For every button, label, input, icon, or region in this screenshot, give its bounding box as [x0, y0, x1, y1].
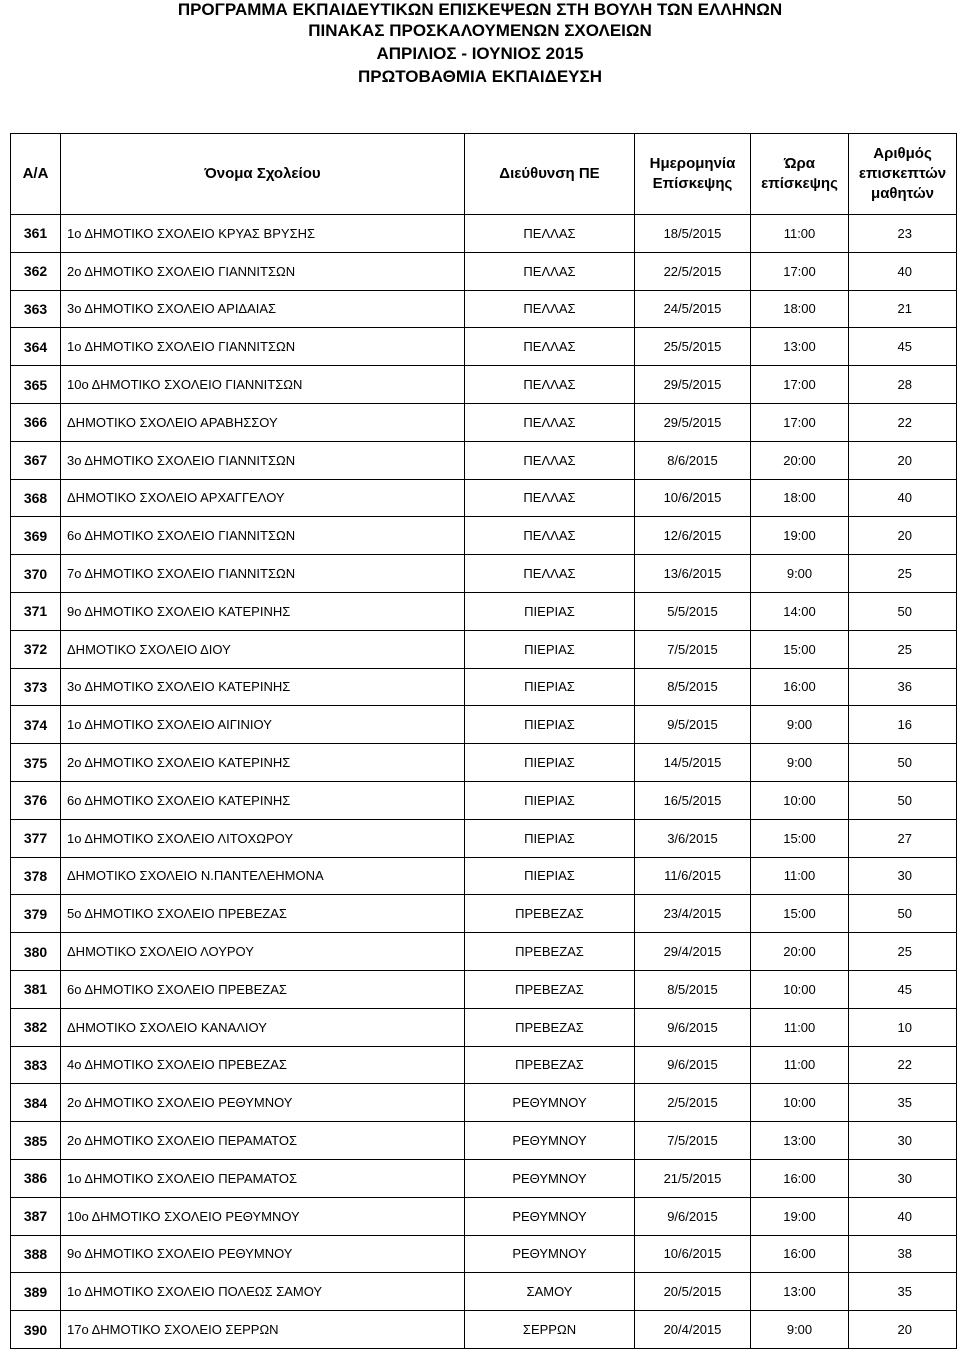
visit-time: 16:00: [751, 668, 849, 706]
col-header-students-line2: επισκεπτών: [858, 165, 947, 182]
school-name: ΔΗΜΟΤΙΚΟ ΣΧΟΛΕΙΟ Ν.ΠΑΝΤΕΛΕΗΜΟΝΑ: [61, 857, 465, 895]
period-title: ΑΠΡΙΛΙΟΣ - ΙΟΥΝΙΟΣ 2015: [376, 44, 584, 63]
visit-time: 9:00: [751, 744, 849, 782]
col-header-school-name: Όνομα Σχολείου: [61, 134, 465, 215]
visit-time: 17:00: [751, 403, 849, 441]
student-count: 20: [849, 441, 957, 479]
school-name: ΔΗΜΟΤΙΚΟ ΣΧΟΛΕΙΟ ΔΙΟΥ: [61, 630, 465, 668]
visit-date: 7/5/2015: [635, 630, 751, 668]
row-number: 380: [11, 933, 61, 971]
table-row: [11, 1197, 957, 1235]
visit-date: 8/6/2015: [635, 441, 751, 479]
student-count: 20: [849, 1311, 957, 1349]
table-row: [11, 215, 957, 253]
school-name: 9ο ΔΗΜΟΤΙΚΟ ΣΧΟΛΕΙΟ ΚΑΤΕΡΙΝΗΣ: [61, 592, 465, 630]
visit-time: 16:00: [751, 1235, 849, 1273]
table-row: [11, 1046, 957, 1084]
visit-time: 9:00: [751, 706, 849, 744]
student-count: 50: [849, 781, 957, 819]
visit-time: 20:00: [751, 441, 849, 479]
directorate: ΠΙΕΡΙΑΣ: [465, 592, 635, 630]
visit-time: 10:00: [751, 1084, 849, 1122]
visit-time: 9:00: [751, 1311, 849, 1349]
row-number: 361: [11, 215, 61, 253]
school-name: 2ο ΔΗΜΟΤΙΚΟ ΣΧΟΛΕΙΟ ΠΕΡΑΜΑΤΟΣ: [61, 1122, 465, 1160]
student-count: 21: [849, 290, 957, 328]
visit-date: 7/5/2015: [635, 1122, 751, 1160]
school-name: 2ο ΔΗΜΟΤΙΚΟ ΣΧΟΛΕΙΟ ΡΕΘΥΜΝΟΥ: [61, 1084, 465, 1122]
school-name: 1ο ΔΗΜΟΤΙΚΟ ΣΧΟΛΕΙΟ ΠΕΡΑΜΑΤΟΣ: [61, 1159, 465, 1197]
visit-date: 10/6/2015: [635, 479, 751, 517]
visit-time: 11:00: [751, 857, 849, 895]
row-number: 383: [11, 1046, 61, 1084]
visit-date: 22/5/2015: [635, 252, 751, 290]
student-count: 35: [849, 1084, 957, 1122]
visit-date: 24/5/2015: [635, 290, 751, 328]
student-count: 22: [849, 1046, 957, 1084]
col-header-student-count: [849, 134, 957, 215]
table-row: [11, 555, 957, 593]
visit-time: 15:00: [751, 819, 849, 857]
visit-time: 11:00: [751, 1008, 849, 1046]
directorate: ΠΙΕΡΙΑΣ: [465, 706, 635, 744]
table-row: [11, 1008, 957, 1046]
schools-table: [10, 133, 957, 1349]
row-number: 365: [11, 366, 61, 404]
student-count: 40: [849, 252, 957, 290]
school-name: ΔΗΜΟΤΙΚΟ ΣΧΟΛΕΙΟ ΑΡΧΑΓΓΕΛΟΥ: [61, 479, 465, 517]
directorate: ΠΕΛΛΑΣ: [465, 290, 635, 328]
directorate: ΠΙΕΡΙΑΣ: [465, 744, 635, 782]
table-row: [11, 517, 957, 555]
directorate: ΣΑΜΟΥ: [465, 1273, 635, 1311]
student-count: 50: [849, 744, 957, 782]
row-number: 379: [11, 895, 61, 933]
table-row: [11, 744, 957, 782]
visit-time: 14:00: [751, 592, 849, 630]
school-name: 5ο ΔΗΜΟΤΙΚΟ ΣΧΟΛΕΙΟ ΠΡΕΒΕΖΑΣ: [61, 895, 465, 933]
school-name: 3ο ΔΗΜΟΤΙΚΟ ΣΧΟΛΕΙΟ ΚΑΤΕΡΙΝΗΣ: [61, 668, 465, 706]
visit-date: 14/5/2015: [635, 744, 751, 782]
visit-time: 16:00: [751, 1159, 849, 1197]
table-row: [11, 933, 957, 971]
student-count: 25: [849, 630, 957, 668]
col-header-date-line2: Επίσκεψης: [652, 175, 733, 192]
table-row: [11, 819, 957, 857]
visit-date: 29/5/2015: [635, 403, 751, 441]
school-name: 2ο ΔΗΜΟΤΙΚΟ ΣΧΟΛΕΙΟ ΓΙΑΝΝΙΤΣΩΝ: [61, 252, 465, 290]
school-name: 1ο ΔΗΜΟΤΙΚΟ ΣΧΟΛΕΙΟ ΓΙΑΝΝΙΤΣΩΝ: [61, 328, 465, 366]
table-row: [11, 479, 957, 517]
directorate: ΠΕΛΛΑΣ: [465, 403, 635, 441]
directorate: ΠΕΛΛΑΣ: [465, 215, 635, 253]
school-name: 10ο ΔΗΜΟΤΙΚΟ ΣΧΟΛΕΙΟ ΓΙΑΝΝΙΤΣΩΝ: [61, 366, 465, 404]
visit-date: 12/6/2015: [635, 517, 751, 555]
school-name: 4ο ΔΗΜΟΤΙΚΟ ΣΧΟΛΕΙΟ ΠΡΕΒΕΖΑΣ: [61, 1046, 465, 1084]
visit-time: 13:00: [751, 1273, 849, 1311]
visit-time: 11:00: [751, 1046, 849, 1084]
school-name: 6ο ΔΗΜΟΤΙΚΟ ΣΧΟΛΕΙΟ ΚΑΤΕΡΙΝΗΣ: [61, 781, 465, 819]
table-row: [11, 1273, 957, 1311]
student-count: 50: [849, 895, 957, 933]
visit-time: 10:00: [751, 781, 849, 819]
col-header-date-line1: Ημερομηνία: [649, 155, 736, 172]
student-count: 20: [849, 517, 957, 555]
directorate: ΠΡΕΒΕΖΑΣ: [465, 970, 635, 1008]
visit-time: 19:00: [751, 1197, 849, 1235]
school-name: 2ο ΔΗΜΟΤΙΚΟ ΣΧΟΛΕΙΟ ΚΑΤΕΡΙΝΗΣ: [61, 744, 465, 782]
student-count: 25: [849, 555, 957, 593]
table-row: [11, 592, 957, 630]
visit-date: 10/6/2015: [635, 1235, 751, 1273]
row-number: 378: [11, 857, 61, 895]
table-row: [11, 668, 957, 706]
row-number: 372: [11, 630, 61, 668]
list-title: ΠΙΝΑΚΑΣ ΠΡΟΣΚΑΛΟΥΜΕΝΩΝ ΣΧΟΛΕΙΩΝ: [308, 21, 652, 40]
school-name: 3ο ΔΗΜΟΤΙΚΟ ΣΧΟΛΕΙΟ ΓΙΑΝΝΙΤΣΩΝ: [61, 441, 465, 479]
col-header-time-line1: Ώρα: [783, 155, 816, 172]
student-count: 16: [849, 706, 957, 744]
student-count: 38: [849, 1235, 957, 1273]
school-name: 7ο ΔΗΜΟΤΙΚΟ ΣΧΟΛΕΙΟ ΓΙΑΝΝΙΤΣΩΝ: [61, 555, 465, 593]
visit-date: 25/5/2015: [635, 328, 751, 366]
table-row: [11, 1084, 957, 1122]
student-count: 25: [849, 933, 957, 971]
directorate: ΠΕΛΛΑΣ: [465, 479, 635, 517]
student-count: 28: [849, 366, 957, 404]
directorate: ΠΕΛΛΑΣ: [465, 441, 635, 479]
directorate: ΠΙΕΡΙΑΣ: [465, 668, 635, 706]
visit-time: 17:00: [751, 366, 849, 404]
row-number: 381: [11, 970, 61, 1008]
table-row: [11, 441, 957, 479]
school-name: 1ο ΔΗΜΟΤΙΚΟ ΣΧΟΛΕΙΟ ΚΡΥΑΣ ΒΡΥΣΗΣ: [61, 215, 465, 253]
visit-time: 18:00: [751, 479, 849, 517]
visit-time: 10:00: [751, 970, 849, 1008]
directorate: ΠΡΕΒΕΖΑΣ: [465, 1008, 635, 1046]
visit-date: 16/5/2015: [635, 781, 751, 819]
level-title: ΠΡΩΤΟΒΑΘΜΙΑ ΕΚΠΑΙΔΕΥΣΗ: [357, 67, 603, 86]
student-count: 23: [849, 215, 957, 253]
table-row: [11, 630, 957, 668]
row-number: 366: [11, 403, 61, 441]
program-title: ΠΡΟΓΡΑΜΜΑ ΕΚΠΑΙΔΕΥΤΙΚΩΝ ΕΠΙΣΚΕΨΕΩΝ ΣΤΗ ΒΟΥΛΗ ΤΩΝ ΕΛΛΗΝΩΝ: [177, 0, 783, 19]
table-row: [11, 366, 957, 404]
visit-date: 29/4/2015: [635, 933, 751, 971]
student-count: 45: [849, 328, 957, 366]
col-header-students-line1: Αριθμός: [873, 145, 932, 162]
visit-date: 9/6/2015: [635, 1046, 751, 1084]
student-count: 36: [849, 668, 957, 706]
student-count: 45: [849, 970, 957, 1008]
student-count: 50: [849, 592, 957, 630]
school-name: ΔΗΜΟΤΙΚΟ ΣΧΟΛΕΙΟ ΑΡΑΒΗΣΣΟΥ: [61, 403, 465, 441]
row-number: 388: [11, 1235, 61, 1273]
school-name: 3ο ΔΗΜΟΤΙΚΟ ΣΧΟΛΕΙΟ ΑΡΙΔΑΙΑΣ: [61, 290, 465, 328]
visit-time: 19:00: [751, 517, 849, 555]
visit-date: 2/5/2015: [635, 1084, 751, 1122]
row-number: 375: [11, 744, 61, 782]
table-row: [11, 1235, 957, 1273]
row-number: 376: [11, 781, 61, 819]
table-row: [11, 895, 957, 933]
row-number: 385: [11, 1122, 61, 1160]
directorate: ΡΕΘΥΜΝΟΥ: [465, 1084, 635, 1122]
table-row: [11, 857, 957, 895]
visit-date: 9/6/2015: [635, 1197, 751, 1235]
col-header-students-line3: μαθητών: [871, 185, 934, 202]
directorate: ΠΕΛΛΑΣ: [465, 252, 635, 290]
row-number: 364: [11, 328, 61, 366]
visit-time: 20:00: [751, 933, 849, 971]
visit-time: 18:00: [751, 290, 849, 328]
col-header-aa: Α/Α: [11, 134, 61, 215]
directorate: ΠΙΕΡΙΑΣ: [465, 819, 635, 857]
row-number: 368: [11, 479, 61, 517]
table-header-row: [11, 134, 957, 215]
directorate: ΠΙΕΡΙΑΣ: [465, 857, 635, 895]
student-count: 35: [849, 1273, 957, 1311]
visit-date: 9/5/2015: [635, 706, 751, 744]
school-name: 10ο ΔΗΜΟΤΙΚΟ ΣΧΟΛΕΙΟ ΡΕΘΥΜΝΟΥ: [61, 1197, 465, 1235]
col-header-visit-time: [751, 134, 849, 215]
visit-date: 20/5/2015: [635, 1273, 751, 1311]
row-number: 370: [11, 555, 61, 593]
table-row: [11, 706, 957, 744]
row-number: 382: [11, 1008, 61, 1046]
visit-date: 21/5/2015: [635, 1159, 751, 1197]
table-row: [11, 290, 957, 328]
directorate: ΠΙΕΡΙΑΣ: [465, 781, 635, 819]
visit-date: 29/5/2015: [635, 366, 751, 404]
visit-time: 9:00: [751, 555, 849, 593]
school-name: 1ο ΔΗΜΟΤΙΚΟ ΣΧΟΛΕΙΟ ΛΙΤΟΧΩΡΟΥ: [61, 819, 465, 857]
row-number: 387: [11, 1197, 61, 1235]
directorate: ΠΕΛΛΑΣ: [465, 517, 635, 555]
school-name: 6ο ΔΗΜΟΤΙΚΟ ΣΧΟΛΕΙΟ ΠΡΕΒΕΖΑΣ: [61, 970, 465, 1008]
visit-date: 8/5/2015: [635, 668, 751, 706]
visit-date: 8/5/2015: [635, 970, 751, 1008]
row-number: 362: [11, 252, 61, 290]
row-number: 377: [11, 819, 61, 857]
directorate: ΠΕΛΛΑΣ: [465, 328, 635, 366]
row-number: 369: [11, 517, 61, 555]
visit-time: 13:00: [751, 1122, 849, 1160]
table-row: [11, 1122, 957, 1160]
table-row: [11, 252, 957, 290]
visit-date: 18/5/2015: [635, 215, 751, 253]
table-row: [11, 328, 957, 366]
visit-date: 11/6/2015: [635, 857, 751, 895]
row-number: 363: [11, 290, 61, 328]
directorate: ΡΕΘΥΜΝΟΥ: [465, 1235, 635, 1273]
directorate: ΠΙΕΡΙΑΣ: [465, 630, 635, 668]
visit-time: 15:00: [751, 630, 849, 668]
directorate: ΠΕΛΛΑΣ: [465, 555, 635, 593]
directorate: ΠΕΛΛΑΣ: [465, 366, 635, 404]
student-count: 40: [849, 479, 957, 517]
school-name: ΔΗΜΟΤΙΚΟ ΣΧΟΛΕΙΟ ΚΑΝΑΛΙΟΥ: [61, 1008, 465, 1046]
directorate: ΡΕΘΥΜΝΟΥ: [465, 1197, 635, 1235]
directorate: ΠΡΕΒΕΖΑΣ: [465, 933, 635, 971]
row-number: 390: [11, 1311, 61, 1349]
student-count: 40: [849, 1197, 957, 1235]
visit-time: 11:00: [751, 215, 849, 253]
visit-date: 20/4/2015: [635, 1311, 751, 1349]
visit-date: 9/6/2015: [635, 1008, 751, 1046]
school-name: ΔΗΜΟΤΙΚΟ ΣΧΟΛΕΙΟ ΛΟΥΡΟΥ: [61, 933, 465, 971]
table-row: [11, 970, 957, 1008]
visit-time: 17:00: [751, 252, 849, 290]
school-name: 1ο ΔΗΜΟΤΙΚΟ ΣΧΟΛΕΙΟ ΠΟΛΕΩΣ ΣΑΜΟΥ: [61, 1273, 465, 1311]
col-header-time-line2: επίσκεψης: [761, 175, 838, 192]
row-number: 389: [11, 1273, 61, 1311]
school-name: 17ο ΔΗΜΟΤΙΚΟ ΣΧΟΛΕΙΟ ΣΕΡΡΩΝ: [61, 1311, 465, 1349]
directorate: ΠΡΕΒΕΖΑΣ: [465, 1046, 635, 1084]
visit-date: 5/5/2015: [635, 592, 751, 630]
row-number: 371: [11, 592, 61, 630]
student-count: 30: [849, 857, 957, 895]
row-number: 384: [11, 1084, 61, 1122]
visit-date: 3/6/2015: [635, 819, 751, 857]
visit-time: 13:00: [751, 328, 849, 366]
row-number: 367: [11, 441, 61, 479]
school-name: 9ο ΔΗΜΟΤΙΚΟ ΣΧΟΛΕΙΟ ΡΕΘΥΜΝΟΥ: [61, 1235, 465, 1273]
directorate: ΣΕΡΡΩΝ: [465, 1311, 635, 1349]
student-count: 10: [849, 1008, 957, 1046]
row-number: 374: [11, 706, 61, 744]
visit-date: 23/4/2015: [635, 895, 751, 933]
student-count: 30: [849, 1122, 957, 1160]
student-count: 30: [849, 1159, 957, 1197]
directorate: ΡΕΘΥΜΝΟΥ: [465, 1122, 635, 1160]
col-header-visit-date: [635, 134, 751, 215]
row-number: 373: [11, 668, 61, 706]
col-header-directorate: Διεύθυνση ΠΕ: [465, 134, 635, 215]
directorate: ΡΕΘΥΜΝΟΥ: [465, 1159, 635, 1197]
row-number: 386: [11, 1159, 61, 1197]
student-count: 27: [849, 819, 957, 857]
visit-time: 15:00: [751, 895, 849, 933]
directorate: ΠΡΕΒΕΖΑΣ: [465, 895, 635, 933]
student-count: 22: [849, 403, 957, 441]
school-name: 6ο ΔΗΜΟΤΙΚΟ ΣΧΟΛΕΙΟ ΓΙΑΝΝΙΤΣΩΝ: [61, 517, 465, 555]
school-name: 1ο ΔΗΜΟΤΙΚΟ ΣΧΟΛΕΙΟ ΑΙΓΙΝΙΟΥ: [61, 706, 465, 744]
table-row: [11, 1311, 957, 1349]
table-row: [11, 403, 957, 441]
table-row: [11, 1159, 957, 1197]
visit-date: 13/6/2015: [635, 555, 751, 593]
table-row: [11, 781, 957, 819]
